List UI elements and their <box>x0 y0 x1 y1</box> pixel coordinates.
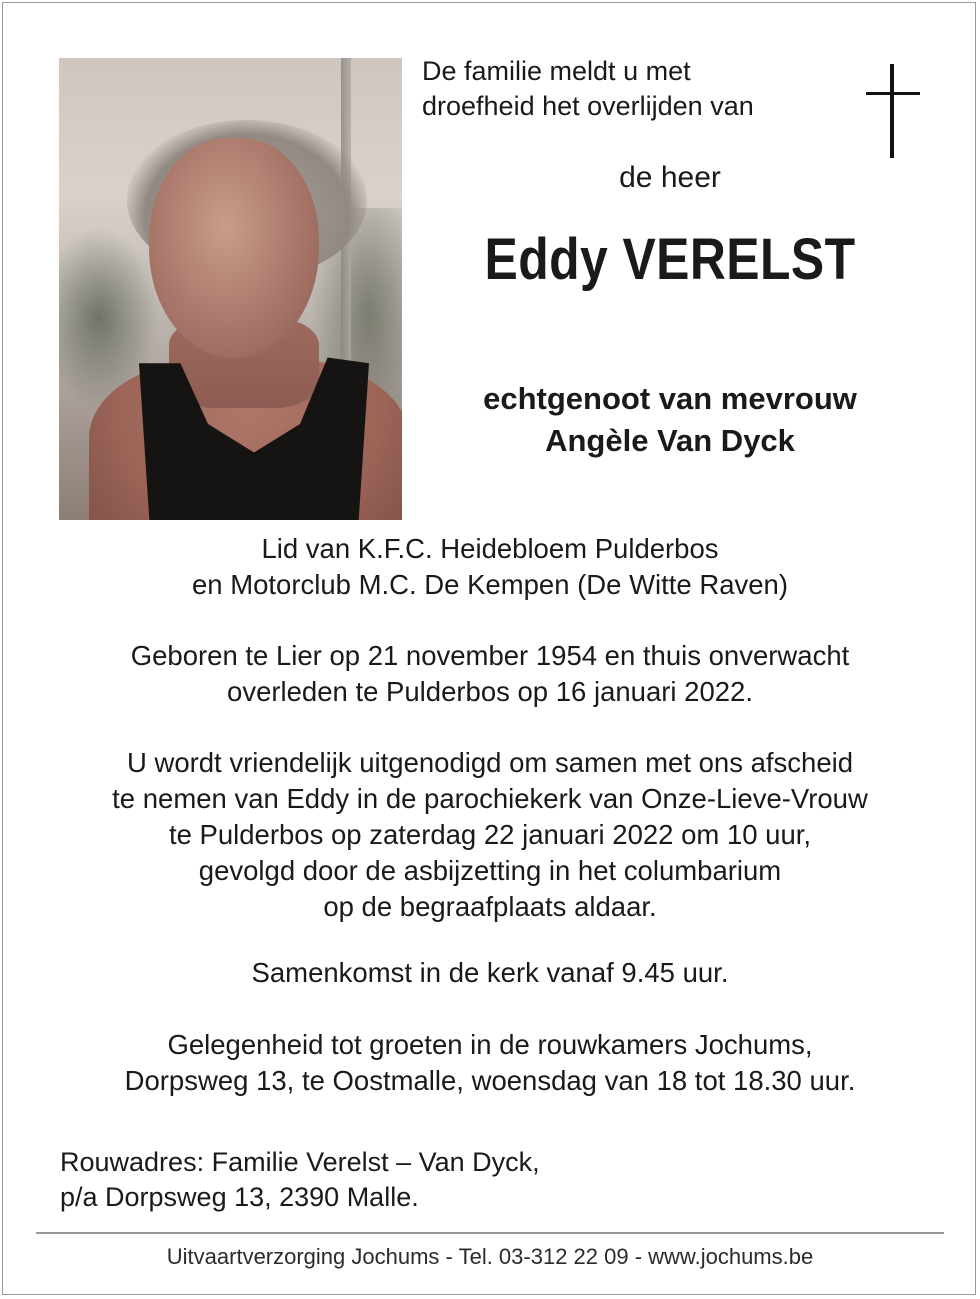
salutation: de heer <box>619 161 721 194</box>
ceremony-text <box>0 745 980 925</box>
ceremony-line: te Pulderbos op zaterdag 22 januari 2022 om 10 uur, <box>168 819 812 850</box>
ceremony-line: gevolgd door de asbijzetting in het columbarium <box>198 855 782 886</box>
gathering-text <box>0 955 980 991</box>
address-line: p/a Dorpsweg 13, 2390 Malle. <box>60 1182 419 1212</box>
membership-line: Lid van K.F.C. Heidebloem Pulderbos <box>261 533 719 564</box>
birth-death-text <box>0 638 980 710</box>
mourning-address <box>60 1145 540 1215</box>
footer-divider <box>36 1232 944 1234</box>
cross-icon <box>866 64 920 158</box>
gathering-line: Samenkomst in de kerk vanaf 9.45 uur. <box>251 957 729 988</box>
birth-death-line: Geboren te Lier op 21 november 1954 en thuis onverwacht <box>130 640 850 671</box>
membership-line: en Motorclub M.C. De Kempen (De Witte Raven) <box>191 569 789 600</box>
funeral-home-footer: Uitvaartverzorging Jochums - Tel. 03-312 22 09 - www.jochums.be <box>166 1244 814 1269</box>
visitation-line: Gelegenheid tot groeten in de rouwkamers Jochums, <box>167 1029 813 1060</box>
membership-text <box>0 531 980 603</box>
spouse-line: Angèle Van Dyck <box>545 423 795 458</box>
intro-line: droefheid het overlijden van <box>422 91 754 121</box>
visitation-line: Dorpsweg 13, te Oostmalle, woensdag van 18 tot 18.30 uur. <box>124 1065 856 1096</box>
deceased-name: Eddy VERELST <box>484 227 856 292</box>
address-line: Rouwadres: Familie Verelst – Van Dyck, <box>60 1147 540 1177</box>
intro-line: De familie meldt u met <box>422 56 691 86</box>
spouse-text <box>420 378 920 462</box>
portrait-photo <box>59 58 402 520</box>
intro-text <box>422 54 754 124</box>
ceremony-line: U wordt vriendelijk uitgenodigd om samen met ons afscheid <box>126 747 854 778</box>
visitation-text <box>0 1027 980 1099</box>
spouse-line: echtgenoot van mevrouw <box>483 381 857 416</box>
ceremony-line: te nemen van Eddy in de parochiekerk van Onze-Lieve-Vrouw <box>112 783 868 814</box>
birth-death-line: overleden te Pulderbos op 16 januari 2022. <box>227 676 753 707</box>
ceremony-line: op de begraafplaats aldaar. <box>323 891 657 922</box>
